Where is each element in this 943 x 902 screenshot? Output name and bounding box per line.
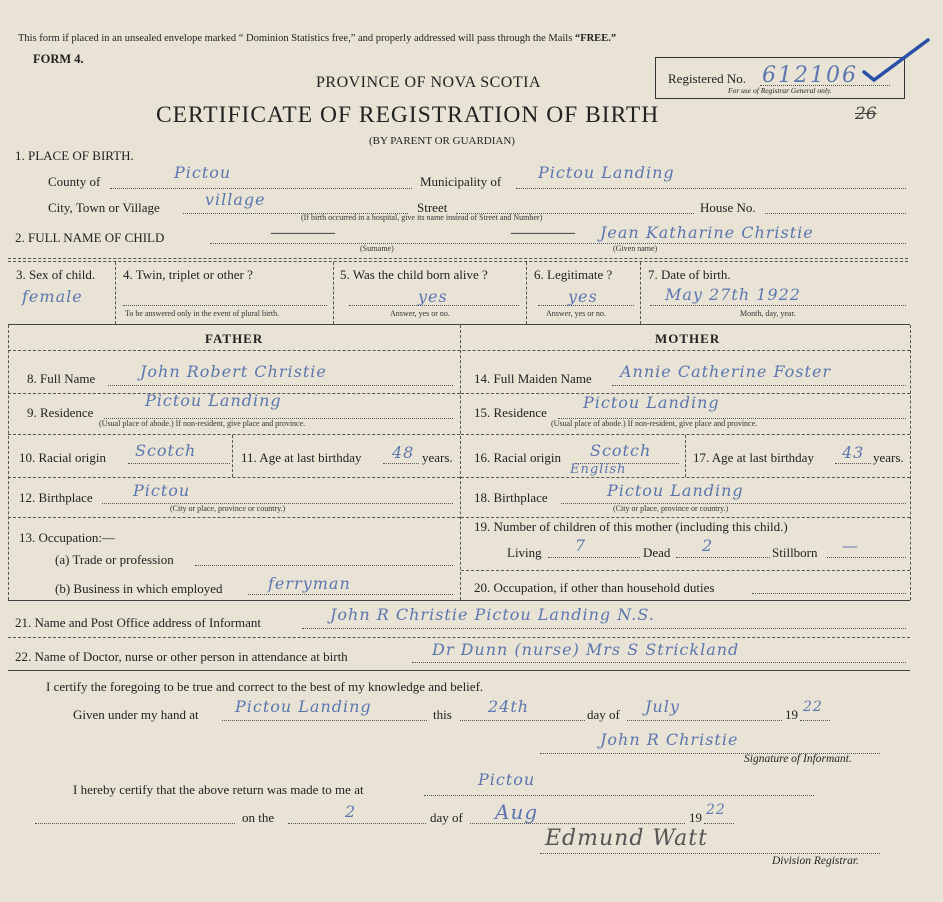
- given-day-value: 24th: [488, 697, 530, 716]
- municipality-value: Pictou Landing: [538, 163, 675, 182]
- legitimate-value: yes: [568, 287, 598, 306]
- province-heading: PROVINCE OF NOVA SCOTIA: [316, 74, 542, 91]
- sex-value: female: [22, 287, 83, 306]
- stillborn-value: —: [842, 536, 859, 555]
- mother-birthplace-above: English: [570, 462, 627, 477]
- father-residence-note: (Usual place of abode.) If non-resident, give place and province.: [99, 419, 306, 428]
- page-title: CERTIFICATE OF REGISTRATION OF BIRTH: [156, 102, 660, 128]
- born-alive-note: Answer, yes or no.: [390, 309, 450, 318]
- date-of-birth-value: May 27th 1922: [665, 285, 801, 304]
- mother-name-label: 14. Full Maiden Name: [474, 371, 592, 386]
- form-number: FORM 4.: [33, 52, 84, 66]
- father-birthplace-value: Pictou: [133, 481, 191, 500]
- mother-residence-note: (Usual place of abode.) If non-resident, give place and province.: [551, 419, 758, 428]
- stillborn-label: Stillborn: [772, 545, 818, 560]
- struck-surname-2: ————: [510, 222, 574, 243]
- mother-residence-value: Pictou Landing: [583, 393, 720, 412]
- dead-label: Dead: [643, 545, 671, 560]
- mother-residence-label: 15. Residence: [474, 405, 547, 420]
- given-label: Given under my hand at: [73, 707, 199, 722]
- street-label: Street: [417, 200, 448, 215]
- registrar-day-value: 2: [345, 802, 357, 821]
- plural-note: To be answered only in the event of plural birth.: [125, 309, 280, 318]
- date-of-birth-note: Month, day, year.: [740, 309, 796, 318]
- father-age-value: 48: [392, 443, 415, 462]
- dead-value: 2: [702, 536, 714, 555]
- registrar-signature: Edmund Watt: [545, 826, 708, 851]
- father-years-label: years.: [422, 450, 453, 465]
- legitimate-label: 6. Legitimate ?: [534, 267, 613, 282]
- day-of-label-2: day of: [430, 810, 463, 825]
- county-value: Pictou: [174, 163, 232, 182]
- child-name-label: 2. FULL NAME OF CHILD: [15, 230, 165, 245]
- registrar-year-value: 22: [706, 802, 726, 818]
- trade-label: (a) Trade or profession: [55, 552, 174, 567]
- child-given-name: Jean Katharine Christie: [600, 223, 814, 242]
- informant-value: John R Christie Pictou Landing N.S.: [330, 605, 655, 624]
- given-year-value: 22: [803, 699, 823, 715]
- day-of-label: day of: [587, 707, 620, 722]
- father-birthplace-label: 12. Birthplace: [19, 490, 93, 505]
- mail-notice-text: This form if placed in an unsealed envelope marked “ Dominion Statistics free,” and properly addressed will pass through the Mails: [18, 33, 575, 44]
- living-value: 7: [575, 536, 587, 555]
- informant-signature: John R Christie: [600, 730, 739, 749]
- mother-occupation-label: 20. Occupation, if other than household duties: [474, 580, 715, 595]
- born-alive-label: 5. Was the child born alive ?: [340, 267, 488, 282]
- registration-number: 612106: [762, 63, 858, 88]
- father-racial-label: 10. Racial origin: [19, 450, 107, 465]
- sex-label: 3. Sex of child.: [16, 267, 96, 282]
- registrar-certify-label: I hereby certify that the above return was made to me at: [73, 782, 364, 797]
- born-alive-value: yes: [418, 287, 448, 306]
- checkmark-icon: [858, 34, 933, 84]
- father-occupation-label: 13. Occupation:—: [19, 530, 116, 545]
- mail-notice-free: “FREE.”: [574, 33, 617, 44]
- registrar-caption: Division Registrar.: [772, 855, 859, 867]
- registrar-month-value: Aug: [495, 800, 539, 824]
- house-label: House No.: [700, 200, 756, 215]
- mother-years-label: years.: [873, 450, 904, 465]
- certify-statement: I certify the foregoing to be true and correct to the best of my knowledge and belief.: [46, 679, 484, 694]
- father-age-label: 11. Age at last birthday: [241, 450, 362, 465]
- place-of-birth-label: 1. PLACE OF BIRTH.: [15, 148, 134, 163]
- mother-age-label: 17. Age at last birthday: [693, 450, 814, 465]
- business-label: (b) Business in which employed: [55, 581, 223, 596]
- this-label: this: [433, 707, 452, 722]
- living-label: Living: [507, 545, 542, 560]
- date-of-birth-label: 7. Date of birth.: [648, 267, 731, 282]
- struck-surname: ————: [270, 222, 334, 243]
- father-name-value: John Robert Christie: [140, 362, 327, 381]
- hospital-note: (If birth occurred in a hospital, give its name instead of Street and Number): [301, 213, 543, 222]
- mother-name-value: Annie Catherine Foster: [620, 362, 832, 381]
- county-label: County of: [48, 174, 101, 189]
- father-birthplace-note: (City or place, province or country.): [170, 504, 286, 513]
- given-month-value: July: [645, 697, 680, 716]
- mother-birthplace-label: 18. Birthplace: [474, 490, 548, 505]
- municipality-label: Municipality of: [420, 174, 502, 189]
- father-residence-value: Pictou Landing: [145, 391, 282, 410]
- father-name-label: 8. Full Name: [27, 371, 96, 386]
- city-label: City, Town or Village: [48, 200, 160, 215]
- given-place-value: Pictou Landing: [235, 697, 372, 716]
- surname-caption: (Surname): [360, 244, 394, 253]
- plural-label: 4. Twin, triplet or other ?: [123, 267, 253, 282]
- registration-note: For use of Registrar General only.: [728, 86, 832, 95]
- mother-birthplace-value: Pictou Landing: [607, 481, 744, 500]
- given-caption: (Given name): [613, 244, 658, 253]
- attendant-label: 22. Name of Doctor, nurse or other person in attendance at birth: [15, 649, 348, 664]
- corner-mark: 26: [855, 104, 877, 124]
- mail-notice: [18, 33, 616, 44]
- registration-label: Registered No.: [668, 71, 746, 86]
- mother-birthplace-note: (City or place, province or country.): [613, 504, 729, 513]
- year-prefix-2: 19: [689, 810, 702, 825]
- father-business-value: ferryman: [268, 574, 351, 593]
- attendant-value: Dr Dunn (nurse) Mrs S Strickland: [432, 640, 740, 659]
- informant-label: 21. Name and Post Office address of Informant: [15, 615, 261, 630]
- registrar-place-value: Pictou: [478, 770, 536, 789]
- father-racial-value: Scotch: [135, 441, 197, 460]
- mother-racial-value: Scotch: [590, 441, 652, 460]
- signature-caption: Signature of Informant.: [744, 753, 852, 765]
- page-subtitle: (BY PARENT OR GUARDIAN): [369, 135, 515, 147]
- year-prefix: 19: [785, 707, 798, 722]
- legitimate-note: Answer, yes or no.: [546, 309, 606, 318]
- mother-racial-label: 16. Racial origin: [474, 450, 562, 465]
- father-heading: FATHER: [205, 331, 264, 346]
- city-value: village: [205, 190, 266, 209]
- mother-heading: MOTHER: [655, 331, 721, 346]
- on-the-label: on the: [242, 810, 275, 825]
- father-residence-label: 9. Residence: [27, 405, 94, 420]
- children-label: 19. Number of children of this mother (including this child.): [474, 519, 788, 534]
- mother-age-value: 43: [842, 443, 865, 462]
